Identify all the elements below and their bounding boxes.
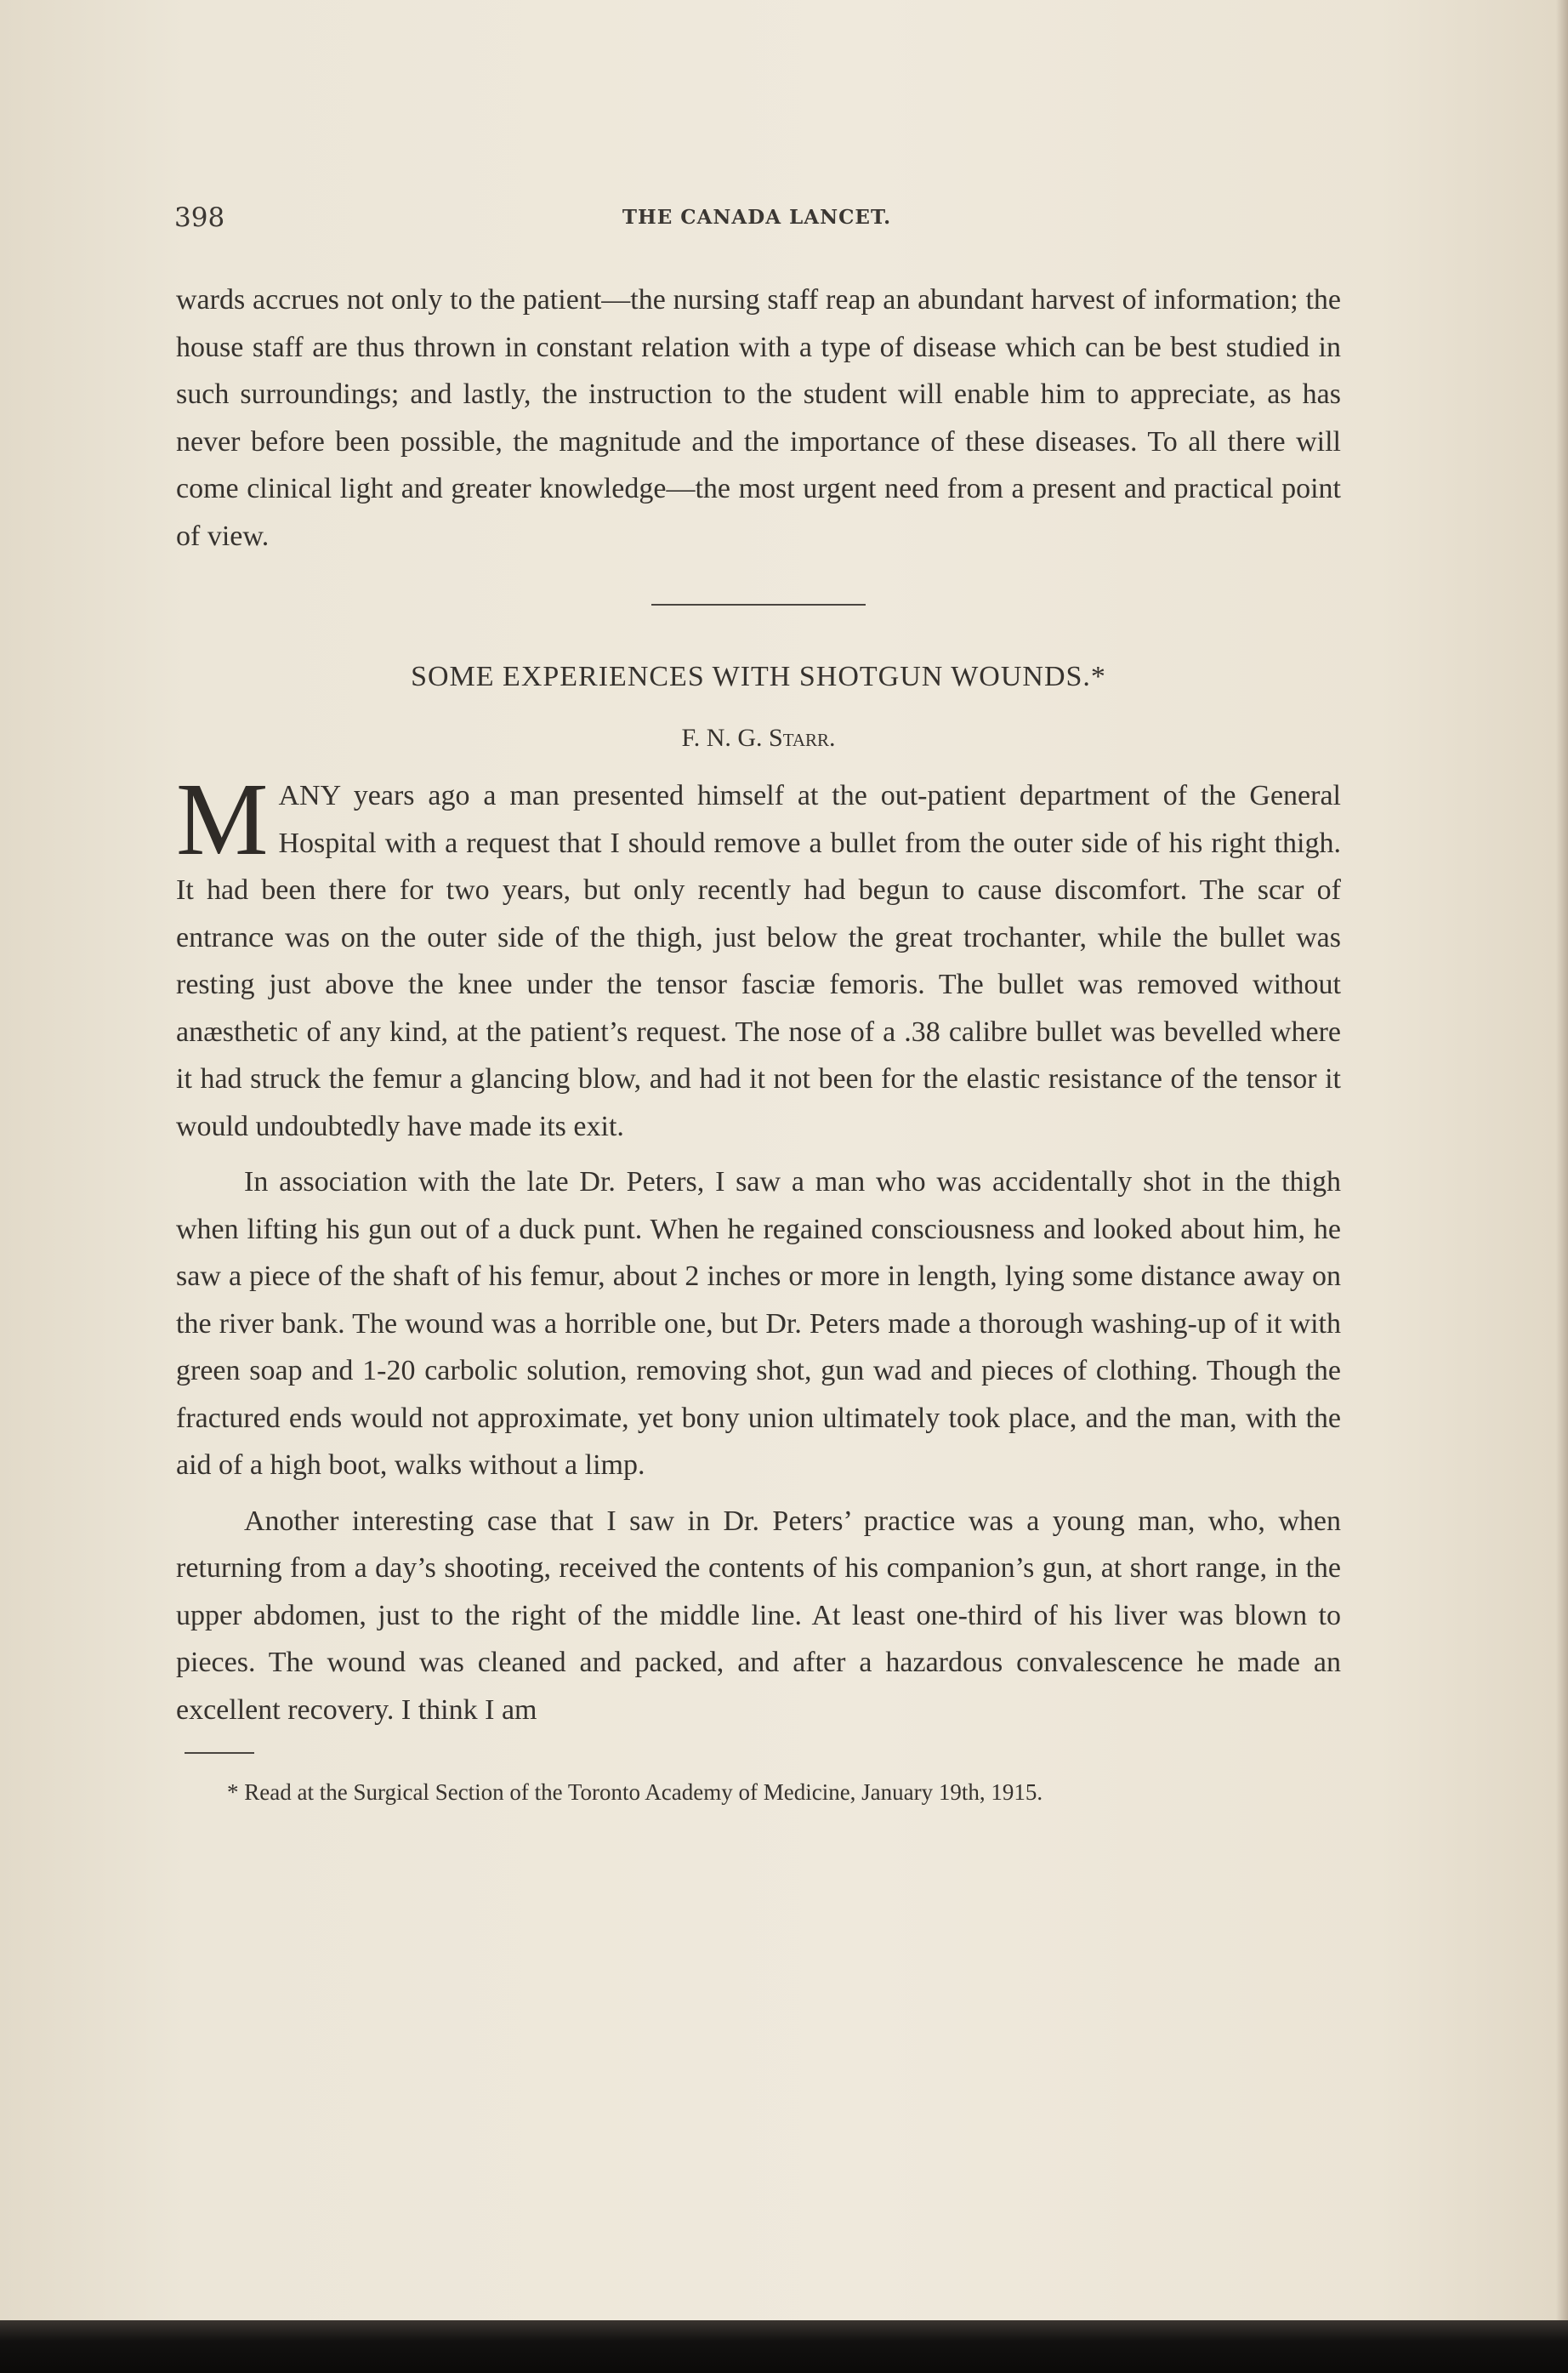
paragraph-2: In association with the late Dr. Peters, I saw a man who was accidentally shot in the thigh when lifting his gun out of a duck punt. When he regained consciousness and looked about him, he saw a piece of the shaft of his femur, about 2 inches or more in length, lying some distance away on the river bank. The wound was a horrible one, but Dr. Peters made a thorough washing-up of it with green soap and 1-20 carbolic solution, removing shot, gun wad and pieces of clothing. Though the fractured ends would not approximate, yet bony union ultimately took place, and the man, with the aid of a high boot, walks without a limp.: [176, 1166, 1341, 1481]
running-head: THE CANADA LANCET.: [622, 206, 892, 229]
page-header: [174, 202, 1339, 236]
paragraph-1-text: ANY years ago a man presented himself at the out-patient department of the General Hospital with a request that I should remove a bullet from the outer side of his right thigh. It had been there for two years, but only recently had begun to cause discomfort. The scar of entrance was on the outer side of the thigh, just below the great trochanter, while the bullet was resting just above the knee under the tensor fasciæ femoris. The bullet was removed without anæsthetic of any kind, at the patient’s request. The nose of a .38 calibre bullet was bevelled where it had struck the femur a glancing blow, and had it not been for the elastic resistance of the tensor it would undoubtedly have made its exit.: [176, 780, 1341, 1142]
section-divider: [651, 604, 866, 606]
article-title: SOME EXPERIENCES WITH SHOTGUN WOUNDS.*: [411, 661, 1106, 692]
drop-cap: M: [176, 762, 269, 877]
footnote-divider: [185, 1752, 254, 1754]
scan-bottom-shadow: [0, 2320, 1568, 2373]
footnote: * Read at the Surgical Section of the Toronto Academy of Medicine, January 19th, 1915.: [227, 1779, 1043, 1805]
paragraph-1: [176, 762, 1341, 1150]
body-text: [176, 276, 1341, 1810]
page-number: 398: [174, 202, 225, 233]
paragraph-gap: [176, 1150, 1341, 1158]
article-author: F. N. G. Starr.: [681, 724, 836, 752]
paragraph-gap: [176, 1489, 1341, 1498]
paragraph-3: Another interesting case that I saw in Dr. Peters’ practice was a young man, who, when returning from a day’s shooting, received the contents of his companion’s gun, at short range, in the upper abdomen, just to the right of the middle line. At least one-third of his liver was blown to pieces. The wound was cleaned and packed, and after a hazardous convalescence he made an excellent recovery. I think I am: [176, 1505, 1341, 1726]
carryover-paragraph: wards accrues not only to the patient—the nursing staff reap an abundant harvest of information; the house staff are thus thrown in constant relation with a type of disease which can be best studied in such surroundings; and lastly, the instruction to the student will enable him to appreciate, as has never before been possible, the magnitude and the importance of these diseases. To all there will come clinical light and greater knowledge—the most urgent need from a present and practical point of view.: [176, 284, 1341, 552]
page-edge-shadow: [1556, 0, 1568, 2373]
